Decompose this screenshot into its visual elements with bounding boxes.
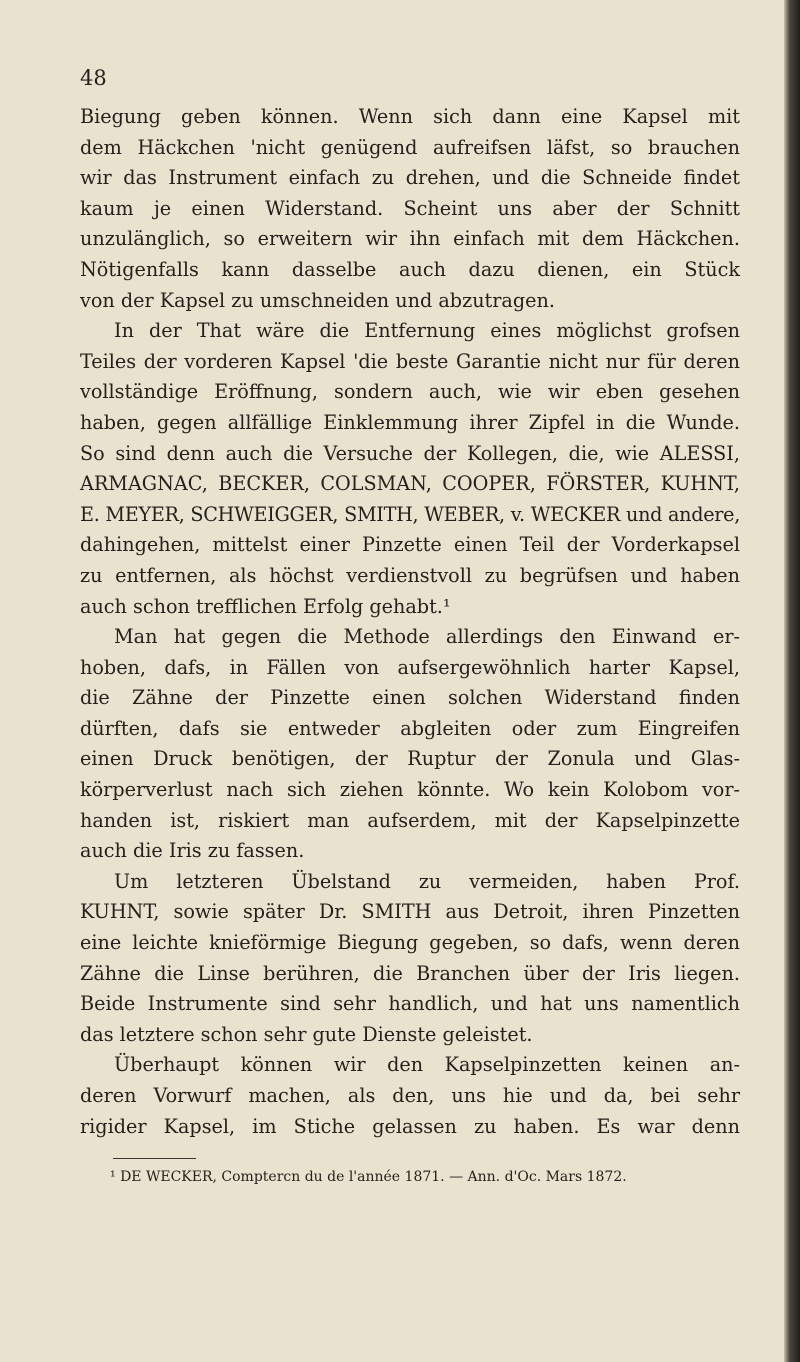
text-line: handen ist, riskiert man aufserdem, mit der Kapselpinzette	[80, 808, 740, 832]
text-line: auch schon trefflichen Erfolg gehabt.¹	[80, 594, 451, 618]
text-line: eine leichte knieförmige Biegung gegeben, so dafs, wenn deren	[80, 931, 740, 955]
text-line: Biegung geben können. Wenn sich dann eine Kapsel mit	[80, 105, 740, 128]
text-line: In der That wäre die Entfernung eines möglichst grofsen	[114, 319, 740, 343]
footnote-rule	[113, 1158, 196, 1159]
text-line: deren Vorwurf machen, als den, uns hie und da, bei sehr	[80, 1084, 740, 1107]
text-line: Nötigenfalls kann dasselbe auch dazu dienen, ein Stück	[80, 257, 740, 281]
text-line: körperverlust nach sich ziehen könnte. Wo kein Kolobom vor-	[80, 778, 740, 802]
text-line: Zähne die Linse berühren, die Branchen über der Iris liegen.	[80, 961, 740, 985]
text-line: Teiles der vorderen Kapsel 'die beste Garantie nicht nur für deren	[80, 349, 740, 373]
body-text	[80, 102, 740, 1142]
text-line: Man hat gegen die Methode allerdings den Einwand er-	[114, 625, 740, 649]
text-line: einen Druck benötigen, der Ruptur der Zonula und Glas-	[80, 747, 740, 771]
text-line: dahingehen, mittelst einer Pinzette einen Teil der Vorderkapsel	[80, 533, 740, 557]
text-line: kaum je einen Widerstand. Scheint uns aber der Schnitt	[80, 196, 740, 220]
text-line: wir das Instrument einfach zu drehen, und die Schneide findet	[80, 166, 740, 190]
text-line: ARMAGNAC, BECKER, COLSMAN, COOPER, FÖRSTER, KUHNT,	[80, 472, 740, 496]
text-line: unzulänglich, so erweitern wir ihn einfach mit dem Häckchen.	[80, 227, 740, 251]
text-line: auch die Iris zu fassen.	[80, 839, 305, 863]
page-number: 48	[80, 66, 107, 90]
text-line: Beide Instrumente sind sehr handlich, und hat uns namentlich	[80, 992, 740, 1016]
text-line: E. MEYER, SCHWEIGGER, SMITH, WEBER, v. WECKER und andere,	[80, 502, 740, 526]
text-line: So sind denn auch die Versuche der Kollegen, die, wie ALESSI,	[80, 441, 740, 465]
page-edge-shadow	[784, 0, 800, 1362]
text-line: vollständige Eröffnung, sondern auch, wie wir eben gesehen	[80, 380, 740, 404]
text-line: zu entfernen, als höchst verdienstvoll zu begrüfsen und haben	[80, 563, 740, 587]
text-line: dürften, dafs sie entweder abgleiten oder zum Eingreifen	[80, 716, 740, 740]
text-line: Überhaupt können wir den Kapselpinzetten keinen an-	[114, 1053, 740, 1077]
text-line: hoben, dafs, in Fällen von aufsergewöhnlich harter Kapsel,	[80, 655, 740, 679]
text-line: rigider Kapsel, im Stiche gelassen zu haben. Es war denn	[80, 1114, 740, 1138]
text-line: das letztere schon sehr gute Dienste geleistet.	[80, 1022, 533, 1046]
text-line: KUHNT, sowie später Dr. SMITH aus Detroit, ihren Pinzetten	[80, 900, 740, 924]
text-line: von der Kapsel zu umschneiden und abzutragen.	[80, 288, 555, 312]
text-line: Um letzteren Übelstand zu vermeiden, haben Prof.	[114, 869, 740, 893]
text-line: haben, gegen allfällige Einklemmung ihrer Zipfel in die Wunde.	[80, 410, 740, 434]
text-line: die Zähne der Pinzette einen solchen Widerstand finden	[80, 686, 740, 710]
footnote: ¹ DE WECKER, Comptercn du de l'année 1871. — Ann. d'Oc. Mars 1872.	[110, 1169, 627, 1185]
text-line: dem Häckchen 'nicht genügend aufreifsen läfst, so brauchen	[80, 135, 740, 159]
